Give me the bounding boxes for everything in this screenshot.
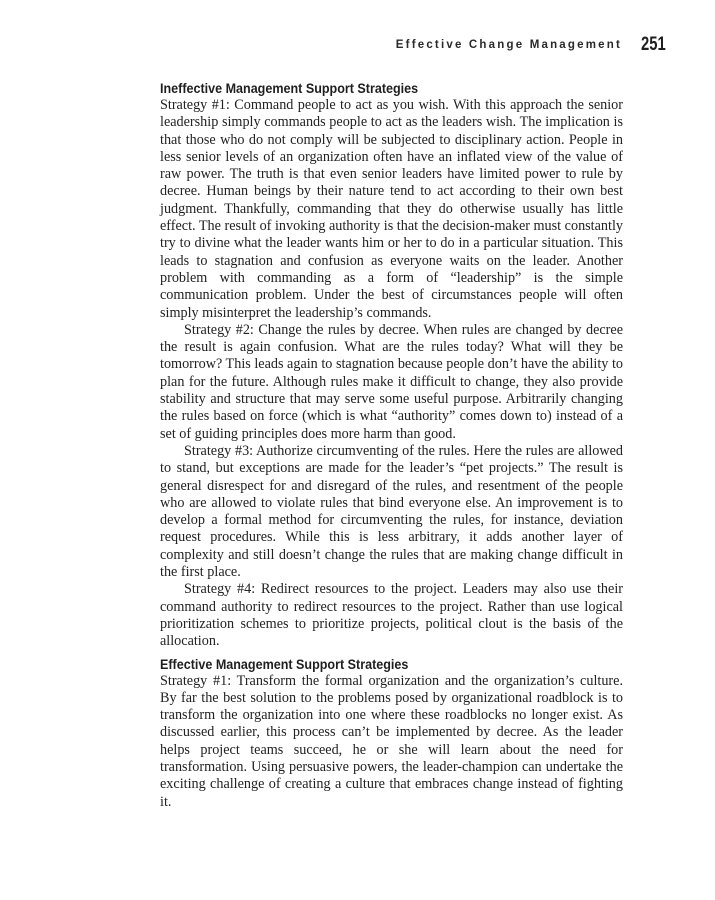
body-text: [160, 80, 623, 811]
section-heading: Ineffective Management Support Strategies: [160, 81, 419, 96]
paragraph-strategy-1: Strategy #1: Command people to act as you wish. With this approach the senior leadership simply commands people to act as the leaders wish. The implication is that those who do not comply will be subjected to disciplinary action. People in less senior levels of an organization often have an inflated view of the value of raw power. The truth is that even senior leaders have limited power to rule by decree. Human beings by their nature tend to act according to their own best judgment. Thankfully, commanding that they do otherwise usually has little effect. The result of invoking authority is that the decision-maker must constantly try to divine what the leader wants him or her to do in a particular situation. This leads to stagnation and confusion as everyone waits on the leader. Another problem with commanding as a form of “leadership” is the simple communication problem. Under the best of circumstances people will often simply misinterpret the leadership’s commands.: [160, 97, 623, 321]
paragraph-strategy-2: Strategy #2: Change the rules by decree. When rules are changed by decree the result is again confusion. What are the rules today? What will they be tomorrow? This leads again to stagnation because people don’t have the ability to plan for the future. Although rules make it difficult to change, they also provide stability and structure that may serve some useful purpose. Arbitrarily changing the rules based on force (which is what “authority” comes down to) instead of a set of guiding principles does more harm than good.: [160, 321, 623, 442]
section-effective-strategies: [160, 656, 623, 811]
running-title: Effective Change Management: [395, 39, 622, 51]
paragraph-strategy-4: Strategy #4: Redirect resources to the project. Leaders may also use their command authority to redirect resources to the project. Rather than use logical prioritization schemes to prioritize projects, political clout is the basis of the allocation.: [160, 581, 623, 650]
paragraph-strategy-3: Strategy #3: Authorize circumventing of the rules. Here the rules are allowed to stand, but exceptions are made for the leader’s “pet projects.” The result is general disrespect for and disregard of the rules, and resentment of the people who are allowed to violate rules that bind everyone else. An improvement is to develop a formal method for circumventing the rules, for instance, deviation request procedures. While this is less arbitrary, it adds another layer of complexity and still doesn’t change the rules that are making change difficult in the first place.: [160, 442, 623, 581]
section-ineffective-strategies: [160, 80, 623, 651]
section-heading: Effective Management Support Strategies: [160, 656, 409, 672]
running-header: [160, 34, 666, 60]
page-number: 251: [641, 34, 666, 55]
paragraph-effective-strategy-1: Strategy #1: Transform the formal organization and the organization’s culture. By far the best solution to the problems posed by organizational roadblock is to transform the organization into one where these roadblocks no longer exist. As discussed earlier, this process can’t be implemented by decree. As the leader helps project teams succeed, he or she will learn about the need for transformation. Using persuasive powers, the leader-champion can undertake the exciting challenge of creating a culture that embraces change instead of fighting it.: [160, 672, 623, 810]
